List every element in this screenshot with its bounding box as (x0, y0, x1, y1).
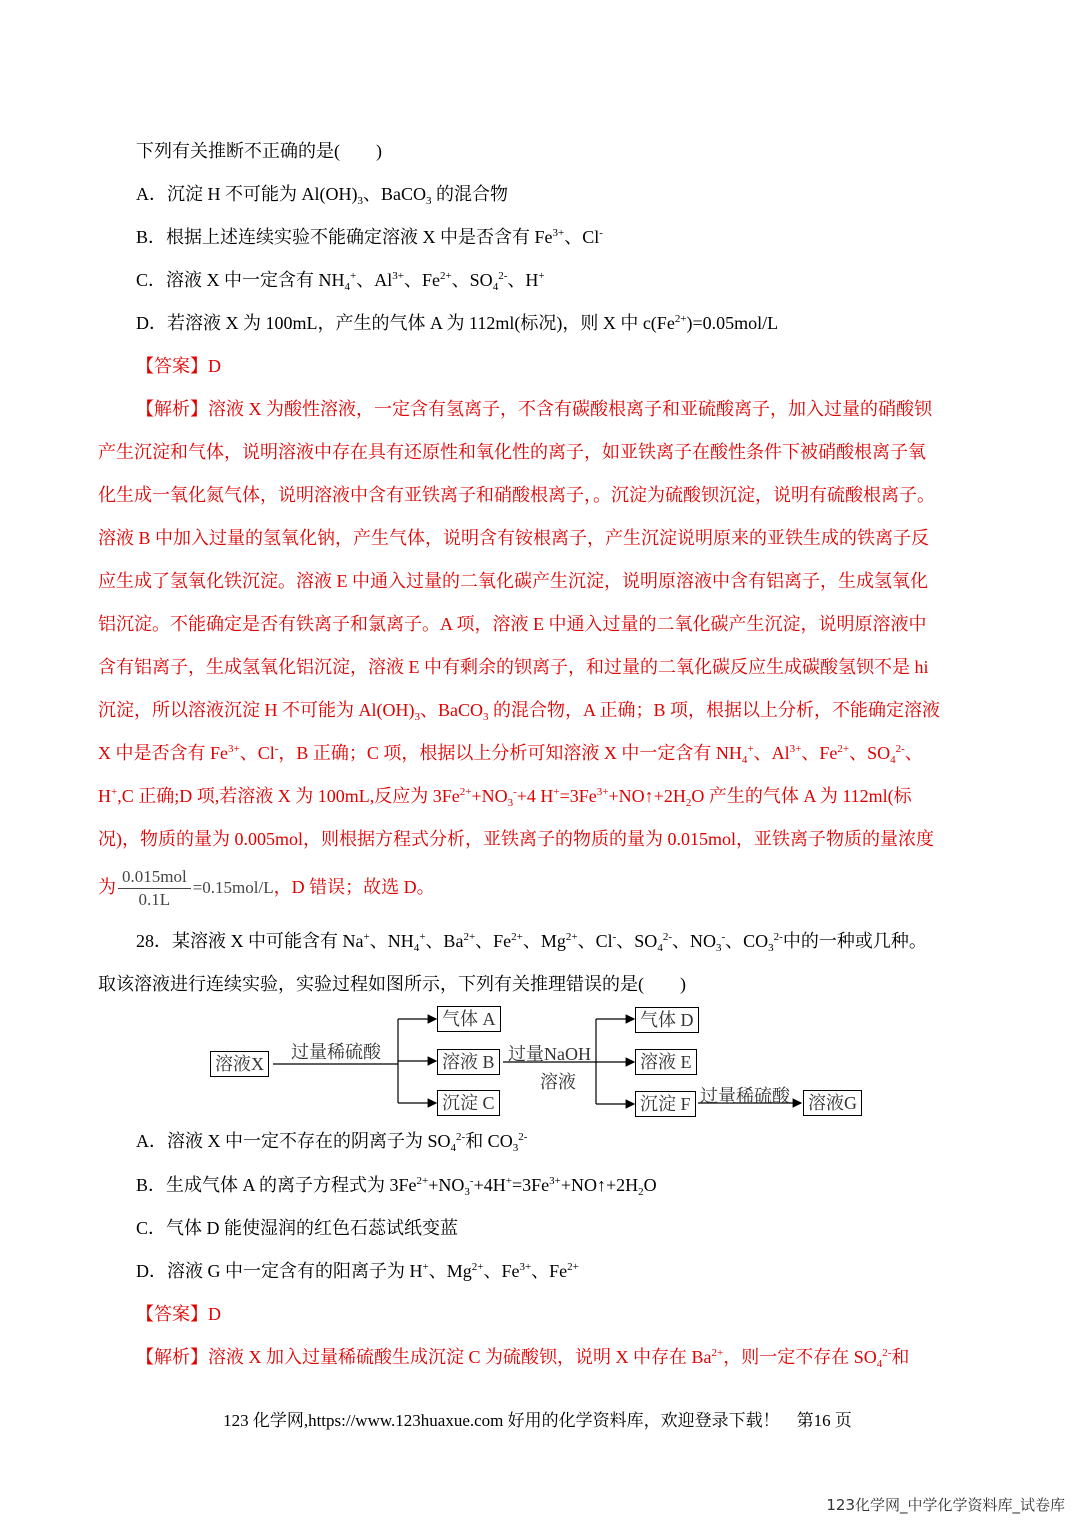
answer-tag: 【答案】 (136, 356, 208, 376)
q27-analysis-line-4: 溶液 B 中加入过量的氢氧化钠，产生气体，说明含有铵根离子，产生沉淀说明原来的亚铁生成的铁离子反 (98, 528, 930, 548)
site-watermark: 123化学网_中学化学资料库_试卷库 (826, 1496, 1065, 1514)
q27-option-b: B．根据上述连续实验不能确定溶液 X 中是否含有 $Fe^{3+}$、Cl- (136, 227, 603, 247)
analysis-tag: 【解析】 (136, 1347, 208, 1367)
q28-option-c: C．气体 D 能使湿润的红色石蕊试纸变蓝 (136, 1218, 459, 1238)
reagent-2-label: 过量NaOH (508, 1044, 591, 1064)
q27-stem: 下列有关推断不正确的是( ) (136, 141, 382, 161)
q27-analysis-line-10: H+,C 正确;D 项,若溶液 X 为 100mL,反应为 $3Fe^{2+}+NO_3^-+4$ $H^+=3Fe^{3+}+NO↑+2H_2O$ 产生的气体 A 为 112ml(标 (98, 786, 912, 809)
q28-stem-line-2: 取该溶液进行连续实验，实验过程如图所示，下列有关推理错误的是( ) (98, 974, 686, 994)
q27-analysis-line-2: 产生沉淀和气体，说明溶液中存在具有还原性和氧化性的离子，如亚铁离子在酸性条件下被硝酸根离子氧 (98, 442, 926, 462)
q27-analysis-line-1: 【解析】溶液 X 为酸性溶液，一定含有氢离子，不含有碳酸根离子和亚硫酸离子，加入过量的硝酸钡 (136, 399, 932, 419)
q27-analysis-line-6: 铝沉淀。不能确定是否有铁离子和氯离子。A 项，溶液 E 中通入过量的二氧化碳产生沉淀，说明原溶液中 (98, 614, 927, 634)
q28-option-a: A．溶液 X 中一定不存在的阴离子为 $SO_4^{2-}$和 $CO_3^{2-}$ (136, 1131, 528, 1154)
q27-analysis-line-5: 应生成了氢氧化铁沉淀。溶液 E 中通入过量的二氧化碳产生沉淀，说明原溶液中含有铝离子，生成氢氧化 (98, 571, 928, 591)
q27-option-d: D．若溶液 X 为 100mL，产生的气体 A 为 112ml(标况)，则 X 中 $c(Fe^{2+})=0.05mol/L$ (136, 313, 779, 333)
q28-option-d: D．溶液 G 中一定含有的阳离子为 H+、$Mg^{2+}$、$Fe^{3+}$、$Fe^{2+}$ (136, 1261, 579, 1281)
q28-stem-line-1: 28．某溶液 X 中可能含有 Na+、$NH_4^+$、$Ba^{2+}$、$Fe^{2+}$、$Mg^{2+}$、Cl-、$SO_4^{2-}$、$NO_3^-$、$CO_3^{2-}$中的一种或几种。 (136, 931, 927, 954)
precipitate-c-box: 沉淀 C (437, 1090, 500, 1116)
gas-d-box: 气体 D (635, 1007, 699, 1033)
q28-answer: 【答案】D (136, 1304, 221, 1324)
analysis-tag: 【解析】 (136, 399, 208, 419)
q27-analysis-line-7: 含有铝离子，生成氢氧化铝沉淀，溶液 E 中有剩余的钡离子，和过量的二氧化碳反应生成碳酸氢钡不是 hi (98, 657, 929, 677)
q27-analysis-line-11: 况)，物质的量为 0.005mol，则根据方程式分析，亚铁离子的物质的量为 0.015mol，亚铁离子物质的量浓度 (98, 829, 934, 849)
q27-option-c: C．溶液 X 中一定含有 $NH_4^+$、$Al^{3+}$、$Fe^{2+}$、$SO_4^{2-}$、H+ (136, 270, 545, 293)
reagent-1-label: 过量稀硫酸 (291, 1042, 381, 1062)
solution-e-box: 溶液 E (635, 1049, 697, 1075)
solution-x-box: 溶液X (210, 1051, 269, 1077)
answer-tag: 【答案】 (136, 1304, 208, 1324)
q27-analysis-line-9: X 中是否含有 $Fe^{3+}$、Cl-，B 正确；C 项，根据以上分析可知溶液 X 中一定含有 $NH_4^+$、$Al^{3+}$、$Fe^{2+}$、$SO_4^{2-}$、 (98, 743, 923, 766)
reagent-2-label-line-2: 溶液 (540, 1072, 576, 1092)
q27-answer: 【答案】D (136, 356, 221, 376)
q28-option-b: B．生成气体 A 的离子方程式为 $3Fe^{2+}+NO_3^-+4H^+=3Fe^{3+}+NO↑+2H_2O$ (136, 1175, 657, 1198)
solution-b-box: 溶液 B (437, 1049, 500, 1075)
page-footer: 123 化学网,https://www.123huaxue.com 好用的化学资料库，欢迎登录下载！ 第16 页 (223, 1411, 852, 1430)
fraction: $\frac{\text{0.015mol}}{0.1L}$ (118, 866, 191, 911)
precipitate-f-box: 沉淀 F (635, 1091, 696, 1117)
q27-analysis-line-8: 沉淀，所以溶液沉淀 H 不可能为 $Al(OH)_3$、BaCO$_3$ 的混合物，A 正确；B 项，根据以上分析，不能确定溶液 (98, 700, 940, 723)
gas-a-box: 气体 A (437, 1006, 501, 1032)
solution-g-box: 溶液G (803, 1090, 862, 1116)
q27-analysis-line-12: 为 $\frac{\text{0.015mol}}{0.1L}$ =0.15mol/L，D 错误；故选 D。 (98, 867, 435, 910)
q27-analysis-line-3: 化生成一氧化氮气体，说明溶液中含有亚铁离子和硝酸根离子，。沉淀为硫酸钡沉淀，说明有硫酸根离子。 (98, 485, 935, 505)
q27-option-a: A．沉淀 H 不可能为 $Al(OH)_3$、BaCO$_3$ 的混合物 (136, 184, 508, 207)
reagent-3-label: 过量稀硫酸 (700, 1086, 790, 1106)
q28-analysis-line-1: 【解析】溶液 X 加入过量稀硫酸生成沉淀 C 为硫酸钡，说明 X 中存在 $Ba^{2+}$，则一定不存在 $SO_4^{2-}$和 (136, 1347, 910, 1370)
